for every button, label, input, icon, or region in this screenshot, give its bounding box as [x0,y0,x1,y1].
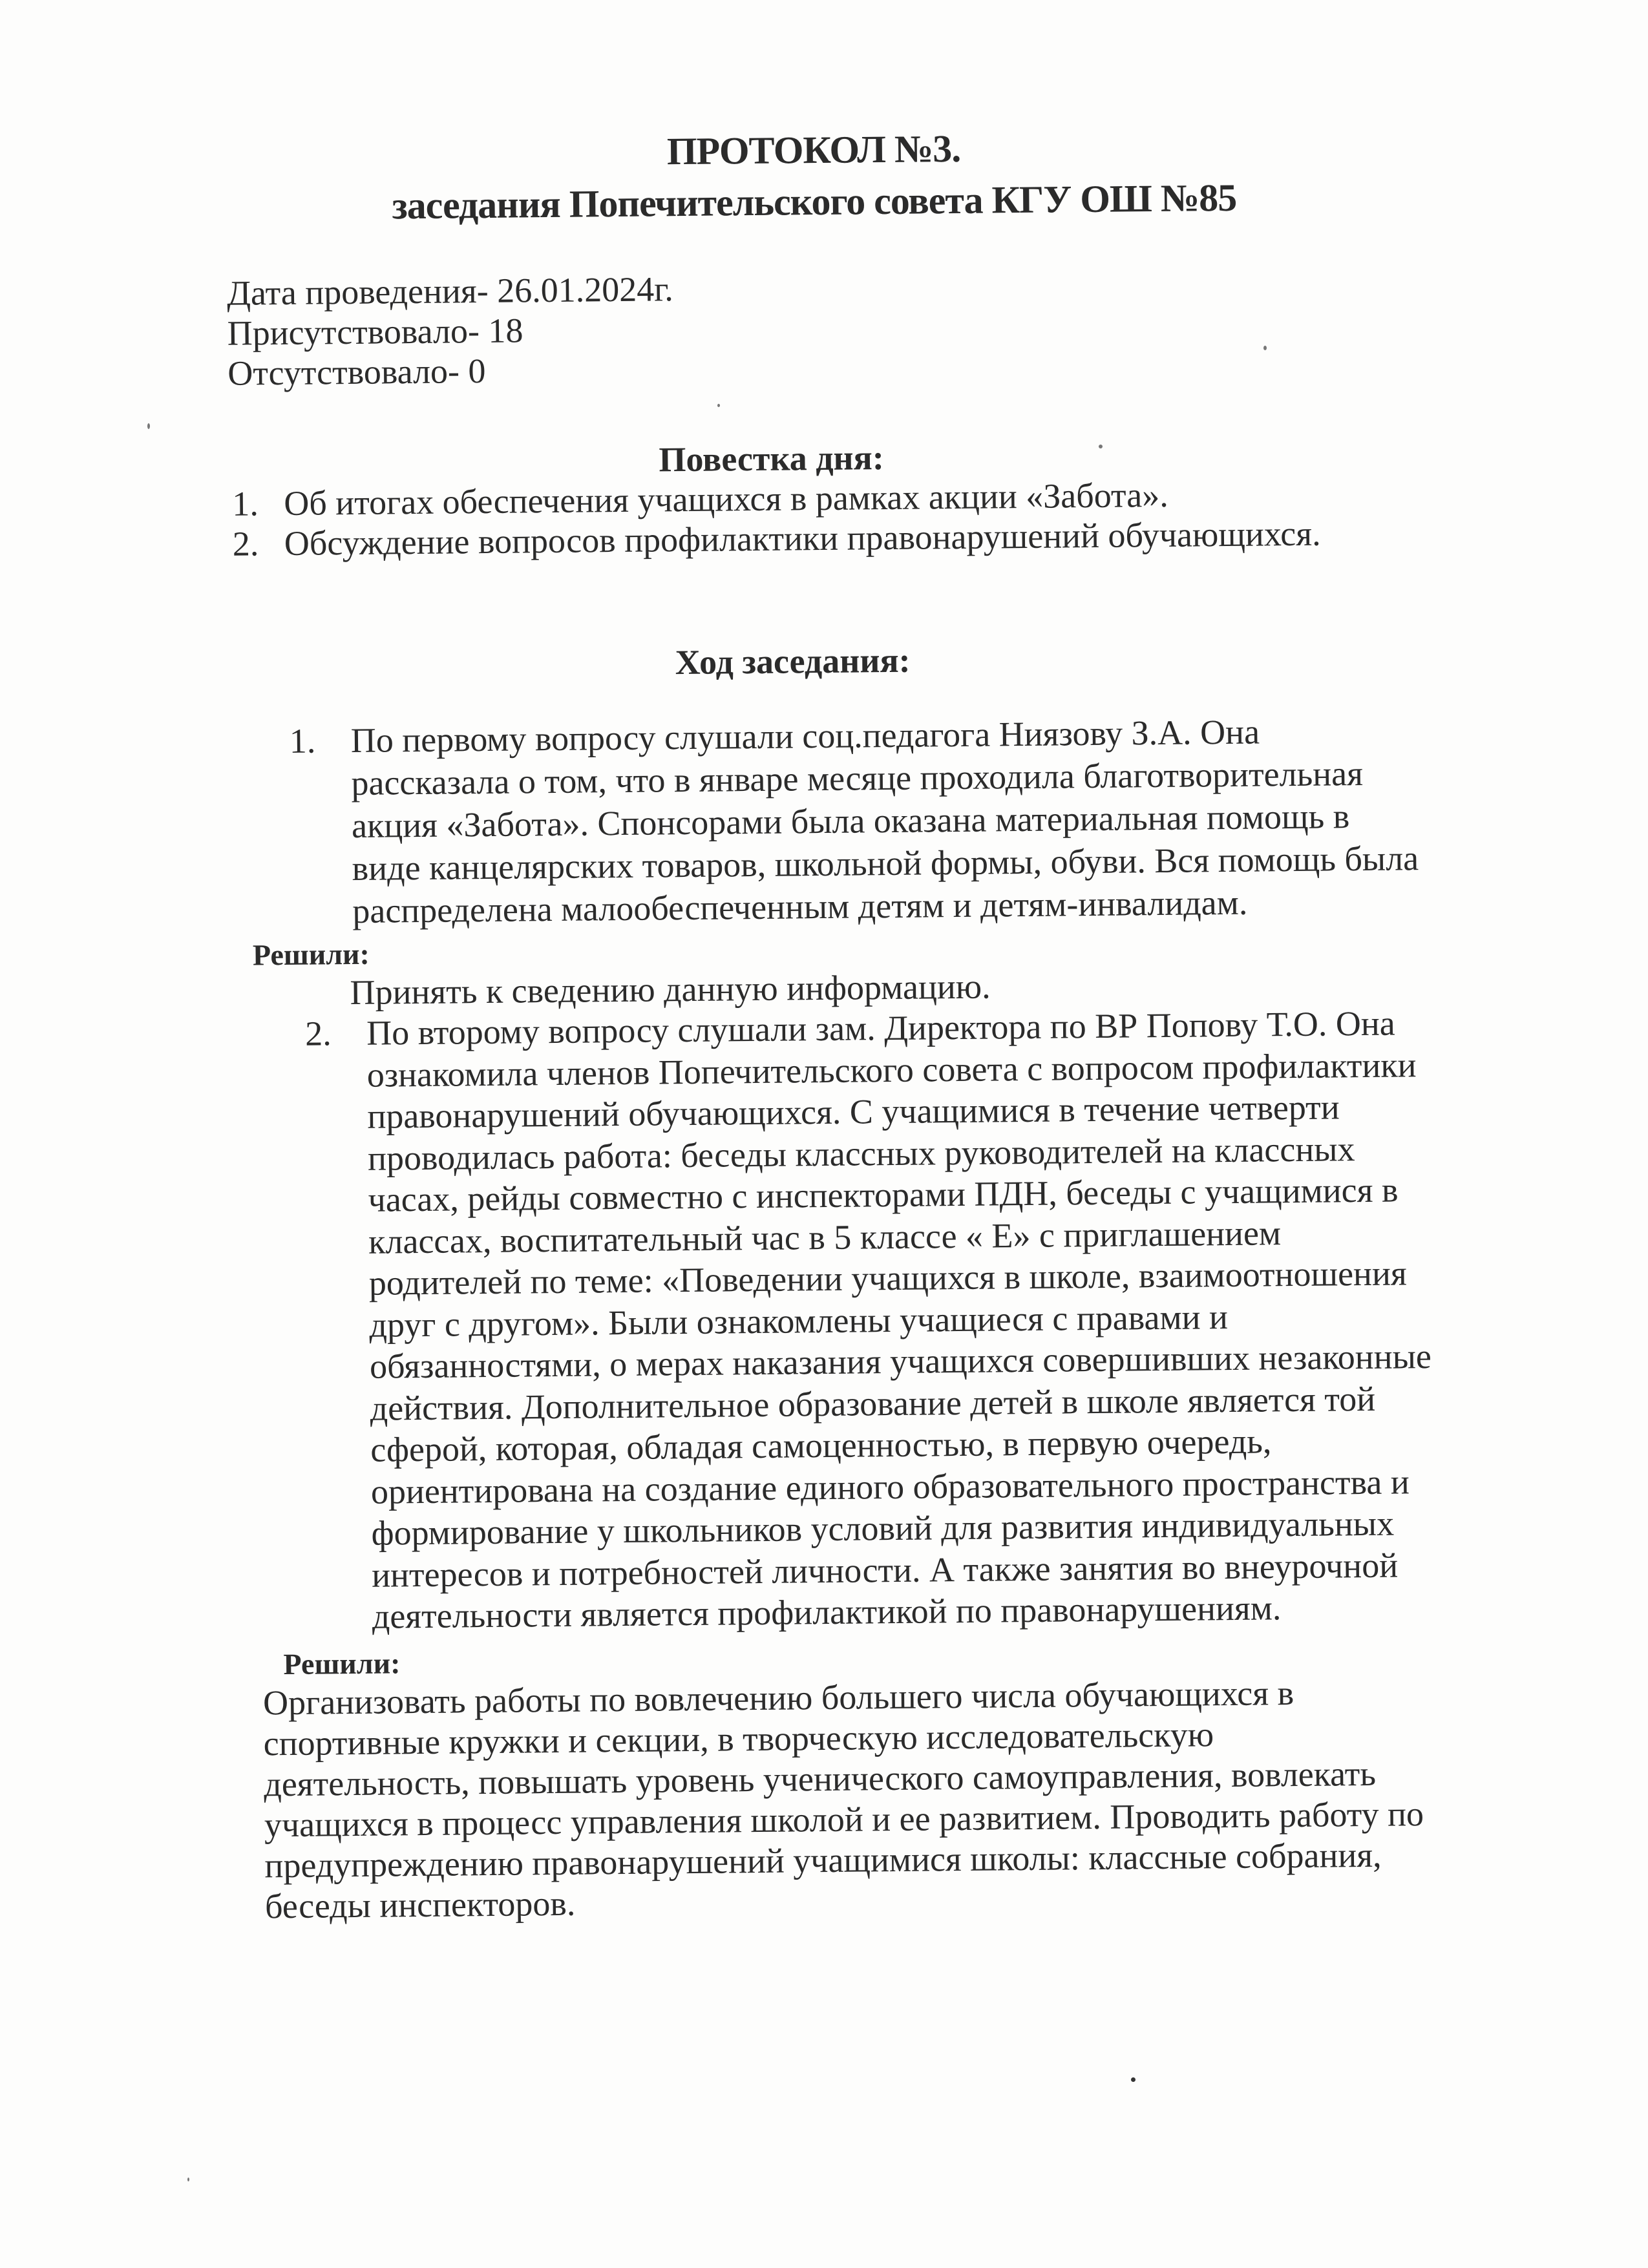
decision-text: Принять к сведению данную информацию. [350,967,991,1013]
scan-speck [1099,445,1103,448]
item-number: 2. [304,1014,332,1053]
item-line: часах, рейды совместно с инспекторами ПДН, беседы с учащимися в [368,1170,1399,1219]
item-line: правонарушений обучающихся. С учащимися в течение четверти [367,1087,1340,1136]
decision-label: Решили: [283,1646,401,1681]
item-line: формирование у школьников условий для развития индивидуальных [371,1504,1395,1553]
scan-speck [717,404,720,407]
agenda-list [232,470,1642,564]
item-line: ориентирована на создание единого образовательного пространства и [370,1462,1410,1511]
proceedings-item-1 [289,707,1645,933]
item-line: действия. Дополнительное образование детей в школе является той [370,1379,1376,1428]
document-title: ПРОТОКОЛ №3. [666,127,961,173]
item-line: классах, воспитательный час в 5 классе « Е» с приглашением [368,1213,1282,1261]
scan-speck [187,2178,189,2181]
decision-line: беседы инспекторов. [264,1884,576,1926]
decision-line: спортивные кружки и секции, в творческую исследовательскую [263,1714,1214,1763]
proceedings-heading: Ход заседания: [675,640,911,682]
decision-line: деятельность, повышать уровень ученического самоуправления, вовлекать [264,1754,1377,1803]
item-line: деятельности является профилактикой по правонарушениям. [372,1588,1282,1636]
document-subtitle: заседания Попечительского совета КГУ ОШ №85 [392,176,1237,227]
item-line: обязанностями, о мерах наказания учащихся совершивших незаконные [369,1336,1432,1386]
meeting-date: Дата проведения- 26.01.2024г. [226,269,674,313]
agenda-heading: Повестка дня: [659,438,885,479]
item-line: интересов и потребностей личности. А также занятия во внеурочной [371,1546,1399,1595]
scan-speck [1131,2077,1136,2082]
item-line: ознакомила членов Попечительского совета с вопросом профилактики [366,1045,1417,1095]
item-line: акция «Забота». Спонсорами была оказана материальная помощь в [351,797,1350,845]
decision-label: Решили: [252,937,370,972]
decision-line: предупреждению правонарушений учащимися школы: классные собрания, [264,1835,1382,1885]
meeting-meta [227,260,1640,394]
agenda-item-text: Обсуждение вопросов профилактики правонарушений обучающихся. [284,514,1321,563]
decision-line: учащихся в процесс управления школой и ее развитием. Проводить работу по [264,1794,1424,1844]
decision-line: Организовать работы по вовлечению большего числа обучающихся в [262,1673,1294,1722]
scan-speck [147,423,150,429]
item-line: родителей по теме: «Поведении учащихся в школе, взаимоотношения [368,1254,1407,1303]
item-line: рассказала о том, что в январе месяце проходила благотворительная [351,753,1364,803]
agenda-item-text: Об итогах обеспечения учащихся в рамках акции «Забота». [283,475,1168,523]
item-line: проводилась работа: беседы классных руководителей на классных [367,1129,1355,1178]
item-text: По первому вопросу слушали соц.педагога Ниязову З.А. Она [350,712,1260,760]
item-number: 1. [289,721,316,761]
item-line: сферой, которая, обладая самоценностью, в первую очередь, [370,1422,1272,1469]
attendance-present: Присутствовало- 18 [227,311,523,353]
item-line: друг с другом». Были ознакомлены учащиеся с правами и [369,1297,1229,1345]
agenda-item-number: 2. [232,524,259,563]
item-line: виде канцелярских товаров, школьной формы, обуви. Вся помощь была [352,839,1419,888]
item-text: По второму вопросу слушали зам. Директора по ВР Попову Т.О. Она [366,1003,1395,1053]
agenda-item-number: 1. [231,484,259,523]
page-content [0,116,1648,1929]
decision-text [263,1669,1648,1927]
item-line: распределена малообеспеченным детям и детям-инвалидам. [352,883,1248,930]
scan-speck [1263,346,1267,350]
proceedings-item-2 [305,1000,1648,1638]
attendance-absent: Отсутствовало- 0 [227,351,486,393]
